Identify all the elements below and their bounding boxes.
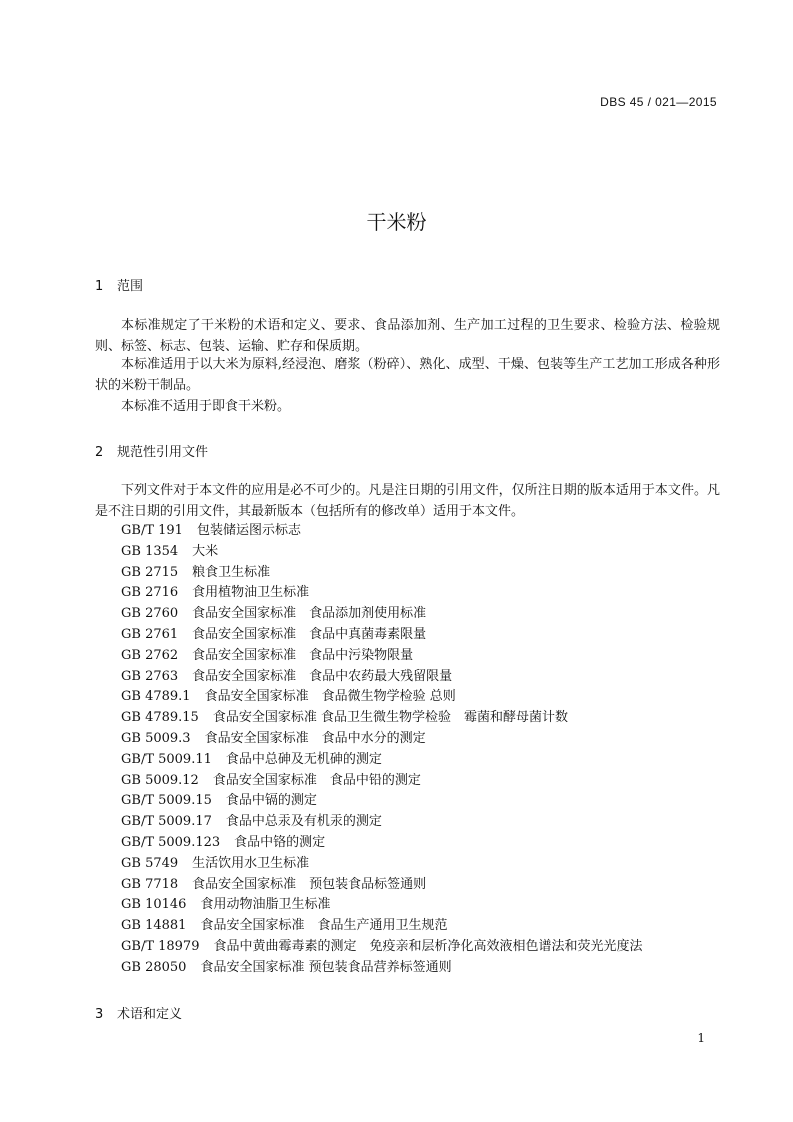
reference-title: 食品中总汞及有机汞的测定 bbox=[225, 814, 382, 830]
reference-item bbox=[121, 625, 643, 646]
reference-title: 食品安全国家标准 食品中污染物限量 bbox=[192, 647, 414, 663]
reference-title: 食品中黄曲霉毒素的测定 免疫亲和层析净化高效液相色谱法和荧光光度法 bbox=[213, 938, 643, 954]
reference-title: 食品安全国家标准 食品生产通用卫生规范 bbox=[200, 918, 448, 934]
scope-paragraph-3: 本标准不适用于即食干米粉。 bbox=[121, 399, 291, 414]
reference-item bbox=[121, 583, 643, 604]
reference-code: GB 2715 bbox=[121, 564, 179, 580]
reference-item bbox=[121, 937, 643, 958]
scope-paragraph-2: 本标准适用于以大米为原料,经浸泡、磨浆（粉碎）、熟化、成型、干燥、包装等生产工艺加工形成各种形状的米粉干制品。 bbox=[95, 357, 720, 393]
section-number: 2 bbox=[95, 445, 104, 460]
reference-code: GB 2763 bbox=[121, 668, 179, 684]
reference-code: GB 14881 bbox=[121, 918, 187, 934]
reference-code: GB 5749 bbox=[121, 855, 179, 871]
reference-item bbox=[121, 563, 643, 584]
reference-code: GB 7718 bbox=[121, 876, 179, 892]
section-number: 3 bbox=[95, 1007, 104, 1022]
reference-code: GB/T 18979 bbox=[121, 938, 200, 954]
reference-item bbox=[121, 646, 643, 667]
reference-code: GB 4789.1 bbox=[121, 689, 191, 705]
reference-item bbox=[121, 729, 643, 750]
reference-item bbox=[121, 750, 643, 771]
reference-title: 食品安全国家标准 食品中铅的测定 bbox=[212, 772, 421, 788]
page-number: 1 bbox=[697, 1031, 705, 1045]
reference-title: 粮食卫生标准 bbox=[192, 564, 271, 580]
reference-code: GB 1354 bbox=[121, 543, 179, 559]
section-3-heading bbox=[95, 1003, 182, 1022]
reference-item bbox=[121, 958, 643, 979]
reference-title: 大米 bbox=[192, 543, 219, 559]
reference-item bbox=[121, 875, 643, 896]
reference-code: GB 28050 bbox=[121, 959, 187, 975]
section-number: 1 bbox=[95, 279, 104, 294]
reference-title: 食品安全国家标准 食品微生物学检验 总则 bbox=[204, 689, 456, 705]
section-title: 规范性引用文件 bbox=[117, 445, 209, 460]
reference-code: GB 10146 bbox=[121, 897, 187, 913]
reference-item bbox=[121, 708, 643, 729]
reference-code: GB 2716 bbox=[121, 585, 179, 601]
reference-title: 食品安全国家标准 食品卫生微生物学检验 霉菌和酵母菌计数 bbox=[212, 710, 568, 726]
reference-code: GB/T 5009.17 bbox=[121, 814, 212, 830]
reference-item bbox=[121, 687, 643, 708]
reference-item bbox=[121, 895, 643, 916]
reference-code: GB/T 5009.15 bbox=[121, 793, 212, 809]
reference-item bbox=[121, 854, 643, 875]
reference-list bbox=[121, 521, 643, 979]
reference-title: 食品安全国家标准 食品中真菌毒素限量 bbox=[192, 626, 427, 642]
document-title: 干米粉 bbox=[366, 210, 427, 234]
reference-title: 食品安全国家标准 预包装食品营养标签通则 bbox=[200, 959, 452, 975]
reference-item bbox=[121, 833, 643, 854]
reference-title: 食品中总砷及无机砷的测定 bbox=[225, 751, 382, 767]
reference-item bbox=[121, 542, 643, 563]
reference-item bbox=[121, 916, 643, 937]
reference-title: 食品安全国家标准 食品添加剂使用标准 bbox=[192, 606, 427, 622]
section-2-heading bbox=[95, 441, 208, 460]
reference-title: 生活饮用水卫生标准 bbox=[192, 855, 310, 871]
section-title: 术语和定义 bbox=[117, 1007, 183, 1022]
section-title: 范围 bbox=[117, 279, 144, 294]
reference-code: GB/T 5009.123 bbox=[121, 834, 221, 850]
reference-title: 食品安全国家标准 食品中水分的测定 bbox=[204, 730, 426, 746]
reference-title: 食品中铬的测定 bbox=[234, 834, 326, 850]
reference-item bbox=[121, 667, 643, 688]
standard-code: DBS 45 / 021—2015 bbox=[600, 95, 717, 109]
reference-item bbox=[121, 771, 643, 792]
references-intro: 下列文件对于本文件的应用是必不可少的。凡是注日期的引用文件，仅所注日期的版本适用于本文件。凡是不注日期的引用文件，其最新版本（包括所有的修改单）适用于本文件。 bbox=[95, 483, 720, 519]
reference-code: GB 5009.3 bbox=[121, 730, 191, 746]
reference-title: 食品安全国家标准 预包装食品标签通则 bbox=[192, 876, 427, 892]
reference-item bbox=[121, 791, 643, 812]
reference-item bbox=[121, 521, 643, 542]
reference-code: GB 4789.15 bbox=[121, 710, 199, 726]
section-1-heading bbox=[95, 275, 143, 294]
scope-paragraph-1: 本标准规定了干米粉的术语和定义、要求、食品添加剂、生产加工过程的卫生要求、检验方法、检验规则、标签、标志、包装、运输、贮存和保质期。 bbox=[95, 318, 720, 354]
reference-code: GB/T 191 bbox=[121, 523, 183, 538]
reference-item bbox=[121, 812, 643, 833]
reference-title: 包装储运图示标志 bbox=[196, 523, 301, 538]
reference-title: 食用动物油脂卫生标准 bbox=[200, 897, 331, 913]
reference-title: 食用植物油卫生标准 bbox=[192, 585, 310, 601]
reference-code: GB 2761 bbox=[121, 626, 179, 642]
reference-code: GB/T 5009.11 bbox=[121, 751, 212, 767]
reference-code: GB 5009.12 bbox=[121, 772, 199, 788]
reference-title: 食品中镉的测定 bbox=[225, 793, 317, 809]
reference-title: 食品安全国家标准 食品中农药最大残留限量 bbox=[192, 668, 453, 684]
reference-item bbox=[121, 604, 643, 625]
reference-code: GB 2760 bbox=[121, 606, 179, 622]
reference-code: GB 2762 bbox=[121, 647, 179, 663]
